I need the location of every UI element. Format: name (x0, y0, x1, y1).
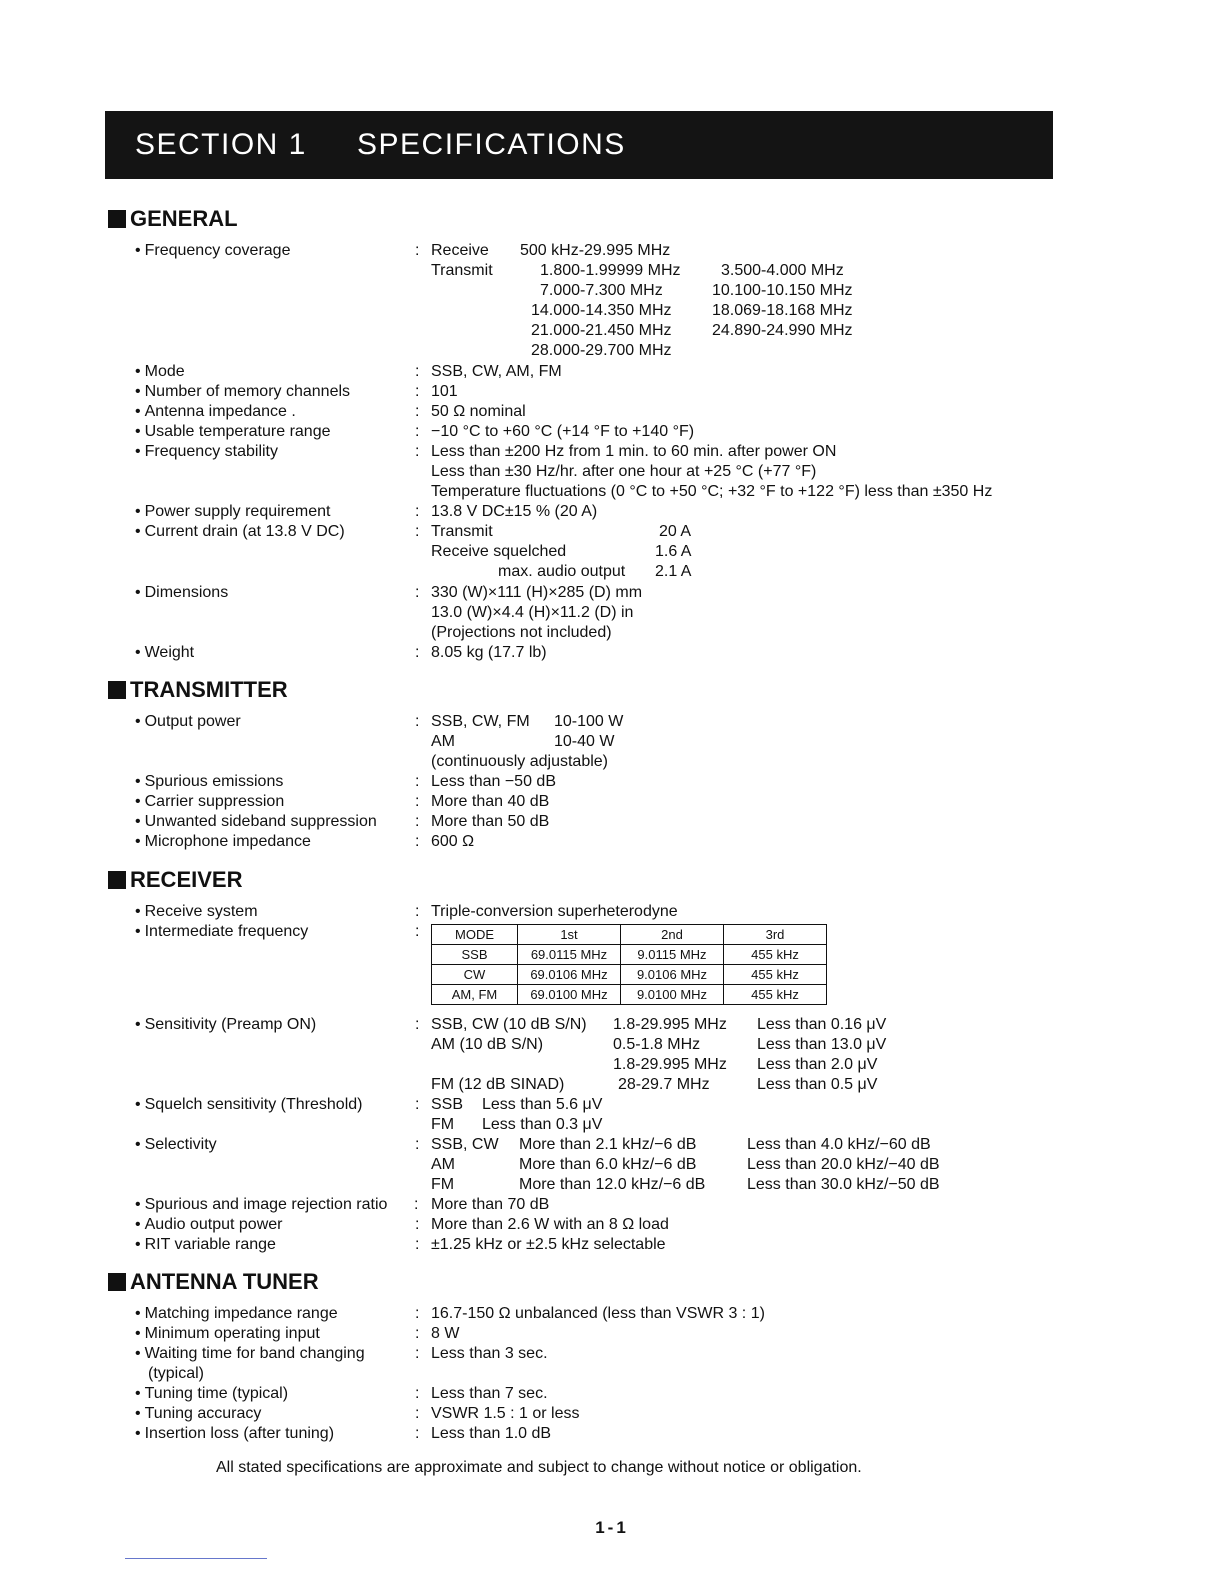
spec-value: 600 Ω (431, 833, 475, 850)
spec-label: • Output power (135, 712, 241, 732)
square-bullet-icon (108, 210, 126, 228)
spec-value: 1.6 A (655, 543, 692, 560)
spec-value: −10 °C to +60 °C (+14 °F to +140 °F) (431, 423, 695, 440)
spec-value: (continuously adjustable) (431, 753, 608, 770)
table-cell: 9.0106 MHz (621, 965, 724, 985)
spec-value: Transmit (431, 262, 493, 279)
spec-value: ±1.25 kHz or ±2.5 kHz selectable (431, 1236, 666, 1253)
spec-value: Triple-conversion superheterodyne (431, 903, 678, 920)
tx-range: 10.100-10.150 MHz (712, 282, 853, 299)
table-cell: 9.0100 MHz (621, 985, 724, 1005)
spec-value: 1.8-29.995 MHz (613, 1016, 727, 1033)
footer-note: All stated specifications are approximate and subject to change without notice or obligation. (216, 1459, 862, 1476)
spec-value: max. audio output (498, 563, 626, 580)
spec-value: More than 6.0 kHz/−6 dB (519, 1156, 697, 1173)
spec-value: SSB, CW (10 dB S/N) (431, 1016, 587, 1033)
spec-label: • Squelch sensitivity (Threshold) (135, 1095, 362, 1115)
tx-range: 14.000-14.350 MHz (531, 302, 672, 319)
footer-rule (125, 1558, 267, 1559)
receiver-heading: RECEIVER (108, 867, 242, 893)
spec-value: Less than 0.16 μV (757, 1016, 887, 1033)
spec-value: Transmit (431, 523, 493, 540)
general-heading: GENERAL (108, 206, 238, 232)
spec-label: • Waiting time for band changing (135, 1344, 365, 1364)
spec-label: • Frequency stability (135, 442, 278, 462)
spec-label: • Minimum operating input (135, 1324, 320, 1344)
spec-value: SSB, CW, FM (431, 713, 530, 730)
tx-range: 18.069-18.168 MHz (712, 302, 853, 319)
spec-value: More than 2.1 kHz/−6 dB (519, 1136, 697, 1153)
table-header-cell: MODE (432, 925, 518, 945)
spec-value: FM (12 dB SINAD) (431, 1076, 565, 1093)
spec-value: Temperature fluctuations (0 °C to +50 °C; +32 °F to +122 °F) less than ±350 Hz (431, 483, 993, 500)
transmitter-heading: TRANSMITTER (108, 677, 288, 703)
spec-value: 10-40 W (554, 733, 615, 750)
colon: : (414, 1196, 419, 1213)
spec-value: Receive (431, 242, 489, 259)
spec-value: FM (431, 1176, 455, 1193)
spec-label: • Number of memory channels (135, 382, 350, 402)
spec-label: • Matching impedance range (135, 1304, 338, 1324)
spec-label: • Spurious emissions (135, 772, 283, 792)
spec-value: (Projections not included) (431, 624, 612, 641)
spec-value: SSB, CW, AM, FM (431, 363, 562, 380)
spec-value: 1.8-29.995 MHz (613, 1056, 727, 1073)
tx-range: 21.000-21.450 MHz (531, 322, 672, 339)
spec-value: 20 A (659, 523, 692, 540)
spec-value: SSB, CW (431, 1136, 499, 1153)
spec-value: More than 70 dB (431, 1196, 550, 1213)
table-cell: AM, FM (432, 985, 518, 1005)
spec-value: 50 Ω nominal (431, 403, 526, 420)
table-cell: 69.0106 MHz (518, 965, 621, 985)
spec-label: • Power supply requirement (135, 502, 330, 522)
spec-value: Less than 0.5 μV (757, 1076, 878, 1093)
page-number: 1-1 (595, 1518, 629, 1537)
spec-value: More than 2.6 W with an 8 Ω load (431, 1216, 669, 1233)
square-bullet-icon (108, 681, 126, 699)
spec-value: Less than 5.6 μV (482, 1096, 603, 1113)
spec-label: • Antenna impedance . (135, 402, 296, 422)
spec-label: • Unwanted sideband suppression (135, 812, 377, 832)
spec-value: Less than 4.0 kHz/−60 dB (747, 1136, 931, 1153)
table-header-cell: 1st (518, 925, 621, 945)
tx-range: 3.500-4.000 MHz (721, 262, 844, 279)
spec-label: • Dimensions (135, 583, 228, 603)
spec-label: • Receive system (135, 902, 258, 922)
table-row (432, 945, 827, 965)
spec-value: Less than 30.0 kHz/−50 dB (747, 1176, 940, 1193)
section-title: SPECIFICATIONS (357, 128, 626, 161)
spec-value: Receive squelched (431, 543, 567, 560)
section-number: SECTION 1 (135, 128, 307, 161)
spec-value: Less than 20.0 kHz/−40 dB (747, 1156, 940, 1173)
spec-label-continued: (typical) (148, 1365, 205, 1382)
spec-value: 8 W (431, 1325, 460, 1342)
spec-value: 101 (431, 383, 458, 400)
table-cell: 9.0115 MHz (621, 945, 724, 965)
spec-value: VSWR 1.5 : 1 or less (431, 1405, 580, 1422)
spec-value: 0.5-1.8 MHz (613, 1036, 701, 1053)
spec-value: Less than 2.0 μV (757, 1056, 878, 1073)
table-row (432, 965, 827, 985)
spec-value: Less than 13.0 μV (757, 1036, 887, 1053)
tx-range: 28.000-29.700 MHz (531, 342, 672, 359)
spec-label: • Weight (135, 643, 194, 663)
spec-value: AM (10 dB S/N) (431, 1036, 544, 1053)
section-header-banner (105, 111, 1053, 179)
spec-value: More than 50 dB (431, 813, 550, 830)
spec-value: 13.0 (W)×4.4 (H)×11.2 (D) in (431, 604, 634, 621)
spec-value: Less than 1.0 dB (431, 1425, 552, 1442)
spec-label: • Carrier suppression (135, 792, 284, 812)
table-cell: SSB (432, 945, 518, 965)
table-cell: 455 kHz (724, 945, 827, 965)
spec-value: More than 40 dB (431, 793, 550, 810)
spec-label: • Tuning accuracy (135, 1404, 261, 1424)
spec-value: 500 kHz-29.995 MHz (520, 242, 671, 259)
spec-value: 10-100 W (554, 713, 624, 730)
spec-value: 13.8 V DC±15 % (20 A) (431, 503, 598, 520)
spec-value: More than 12.0 kHz/−6 dB (519, 1176, 706, 1193)
tx-range: 7.000-7.300 MHz (540, 282, 663, 299)
spec-label: • Tuning time (typical) (135, 1384, 288, 1404)
spec-value: Less than 7 sec. (431, 1385, 548, 1402)
spec-value: Less than ±30 Hz/hr. after one hour at +25 °C (+77 °F) (431, 463, 817, 480)
square-bullet-icon (108, 1273, 126, 1291)
table-cell: 69.0115 MHz (518, 945, 621, 965)
spec-label: • Intermediate frequency (135, 922, 308, 942)
spec-value: Less than ±200 Hz from 1 min. to 60 min. after power ON (431, 443, 837, 460)
spec-value: Less than 3 sec. (431, 1345, 548, 1362)
spec-label: • Sensitivity (Preamp ON) (135, 1015, 316, 1035)
table-header-cell: 2nd (621, 925, 724, 945)
spec-label: • Usable temperature range (135, 422, 331, 442)
table-cell: 455 kHz (724, 985, 827, 1005)
spec-value: FM (431, 1116, 455, 1133)
if-table (431, 924, 827, 1005)
spec-label: • Current drain (at 13.8 V DC) (135, 522, 345, 542)
table-cell: 69.0100 MHz (518, 985, 621, 1005)
spec-label: • Frequency coverage (135, 241, 290, 261)
spec-value: 16.7-150 Ω unbalanced (less than VSWR 3 : 1) (431, 1305, 765, 1322)
tx-range: 1.800-1.99999 MHz (540, 262, 681, 279)
spec-label: • Spurious and image rejection ratio (135, 1195, 387, 1215)
spec-label: • Audio output power (135, 1215, 282, 1235)
spec-value: AM (431, 733, 455, 750)
spec-value: AM (431, 1156, 455, 1173)
spec-value: 2.1 A (655, 563, 692, 580)
spec-label: • RIT variable range (135, 1235, 276, 1255)
table-cell: 455 kHz (724, 965, 827, 985)
table-header-cell: 3rd (724, 925, 827, 945)
antenna-tuner-heading: ANTENNA TUNER (108, 1269, 319, 1295)
table-cell: CW (432, 965, 518, 985)
spec-value: 28-29.7 MHz (618, 1076, 710, 1093)
square-bullet-icon (108, 871, 126, 889)
spec-value: 8.05 kg (17.7 lb) (431, 644, 547, 661)
spec-value: Less than −50 dB (431, 773, 556, 790)
spec-value: SSB (431, 1096, 464, 1113)
spec-label: • Mode (135, 362, 185, 382)
table-header-row (432, 925, 827, 945)
spec-value: 330 (W)×111 (H)×285 (D) mm (431, 584, 643, 601)
spec-value: Less than 0.3 μV (482, 1116, 603, 1133)
spec-label: • Insertion loss (after tuning) (135, 1424, 334, 1444)
table-row (432, 985, 827, 1005)
spec-label: • Microphone impedance (135, 832, 311, 852)
spec-label: • Selectivity (135, 1135, 217, 1155)
tx-range: 24.890-24.990 MHz (712, 322, 853, 339)
